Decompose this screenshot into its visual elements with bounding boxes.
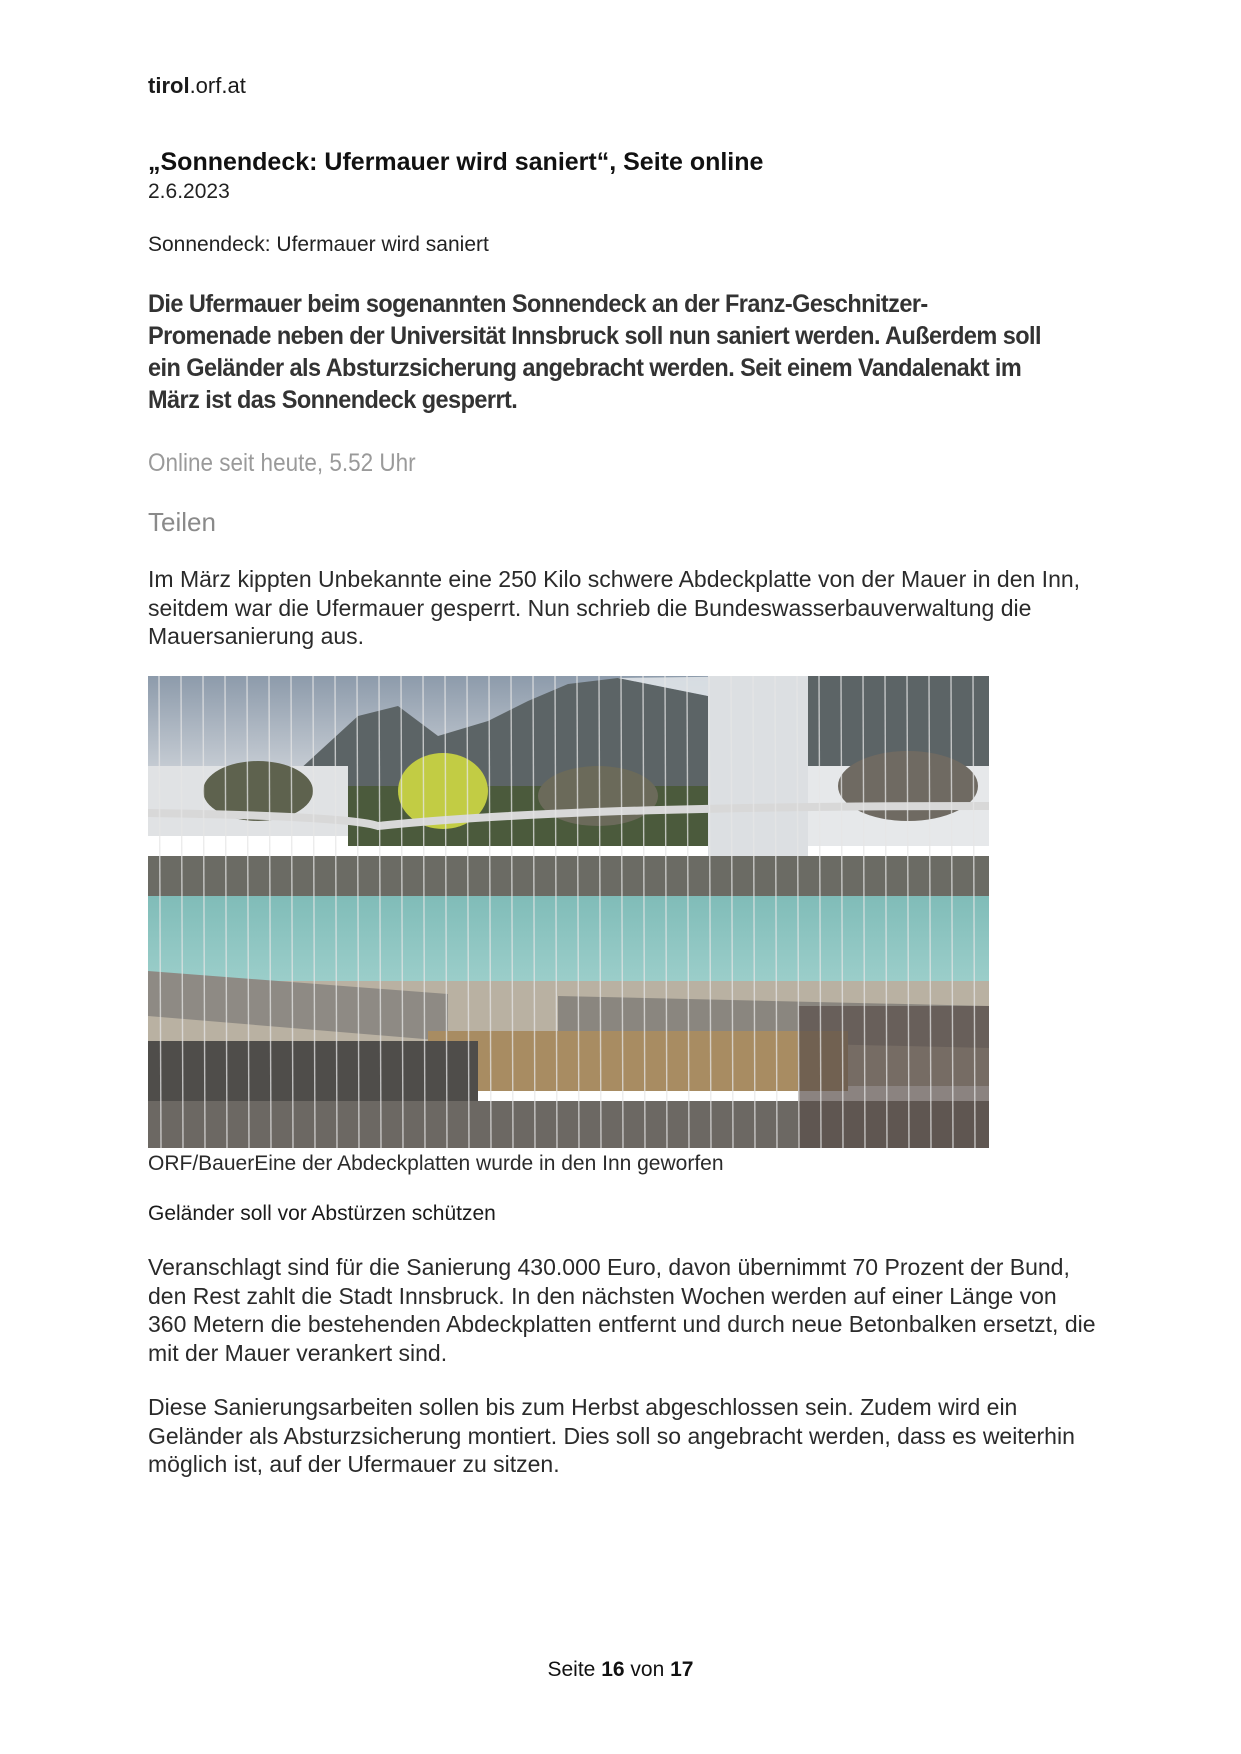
article-lead: Die Ufermauer beim sogenannten Sonnendeck an der Franz-Geschnitzer-Promenade neben der Universität Innsbruck soll nun saniert werden. Außerdem soll ein Geländer als Absturzsicherung angebracht werden. Seit einem Vandalenakt im März ist das Sonnendeck gesperrt. (148, 290, 1041, 414)
footer-page-number: 16 (601, 1658, 625, 1681)
footer-page-total: 17 (670, 1658, 694, 1681)
source-label (148, 73, 246, 99)
article-date: 2.6.2023 (148, 180, 230, 203)
article-subheading: Geländer soll vor Abstürzen schützen (148, 1202, 496, 1225)
online-timestamp: Online seit heute, 5.52 Uhr (148, 449, 416, 477)
footer-middle: von (630, 1658, 665, 1681)
article-kicker: Sonnendeck: Ufermauer wird saniert (148, 233, 489, 256)
article-title: „Sonnendeck: Ufermauer wird saniert“, Seite online (148, 148, 764, 176)
footer-prefix: Seite (547, 1658, 596, 1681)
photo-caption: ORF/BauerEine der Abdeckplatten wurde in den Inn geworfen (148, 1152, 724, 1175)
page-footer (0, 1658, 1241, 1682)
source-domain-bold: tirol (148, 73, 190, 98)
share-link[interactable]: Teilen (148, 507, 216, 537)
source-domain-rest: .orf.at (189, 73, 246, 98)
article-photo (148, 676, 989, 1148)
article-paragraph-3: Diese Sanierungsarbeiten sollen bis zum Herbst abgeschlossen sein. Zudem wird ein Geländer als Absturzsicherung montiert. Dies soll so angebracht werden, dass es weiterhin möglich ist, auf der Ufermauer zu sitzen. (148, 1394, 1075, 1477)
article-paragraph-1: Im März kippten Unbekannte eine 250 Kilo schwere Abdeckplatte von der Mauer in den Inn, seitdem war die Ufermauer gesperrt. Nun schrieb die Bundeswasserbauverwaltung die Mauersanierung aus. (148, 566, 1081, 649)
article-paragraph-2: Veranschlagt sind für die Sanierung 430.000 Euro, davon übernimmt 70 Prozent der Bund, den Rest zahlt die Stadt Innsbruck. In den nächsten Wochen werden auf einer Länge von 360 Metern die bestehenden Abdeckplatten entfernt und durch neue Betonbalken ersetzt, die mit der Mauer verankert sind. (148, 1254, 1096, 1366)
